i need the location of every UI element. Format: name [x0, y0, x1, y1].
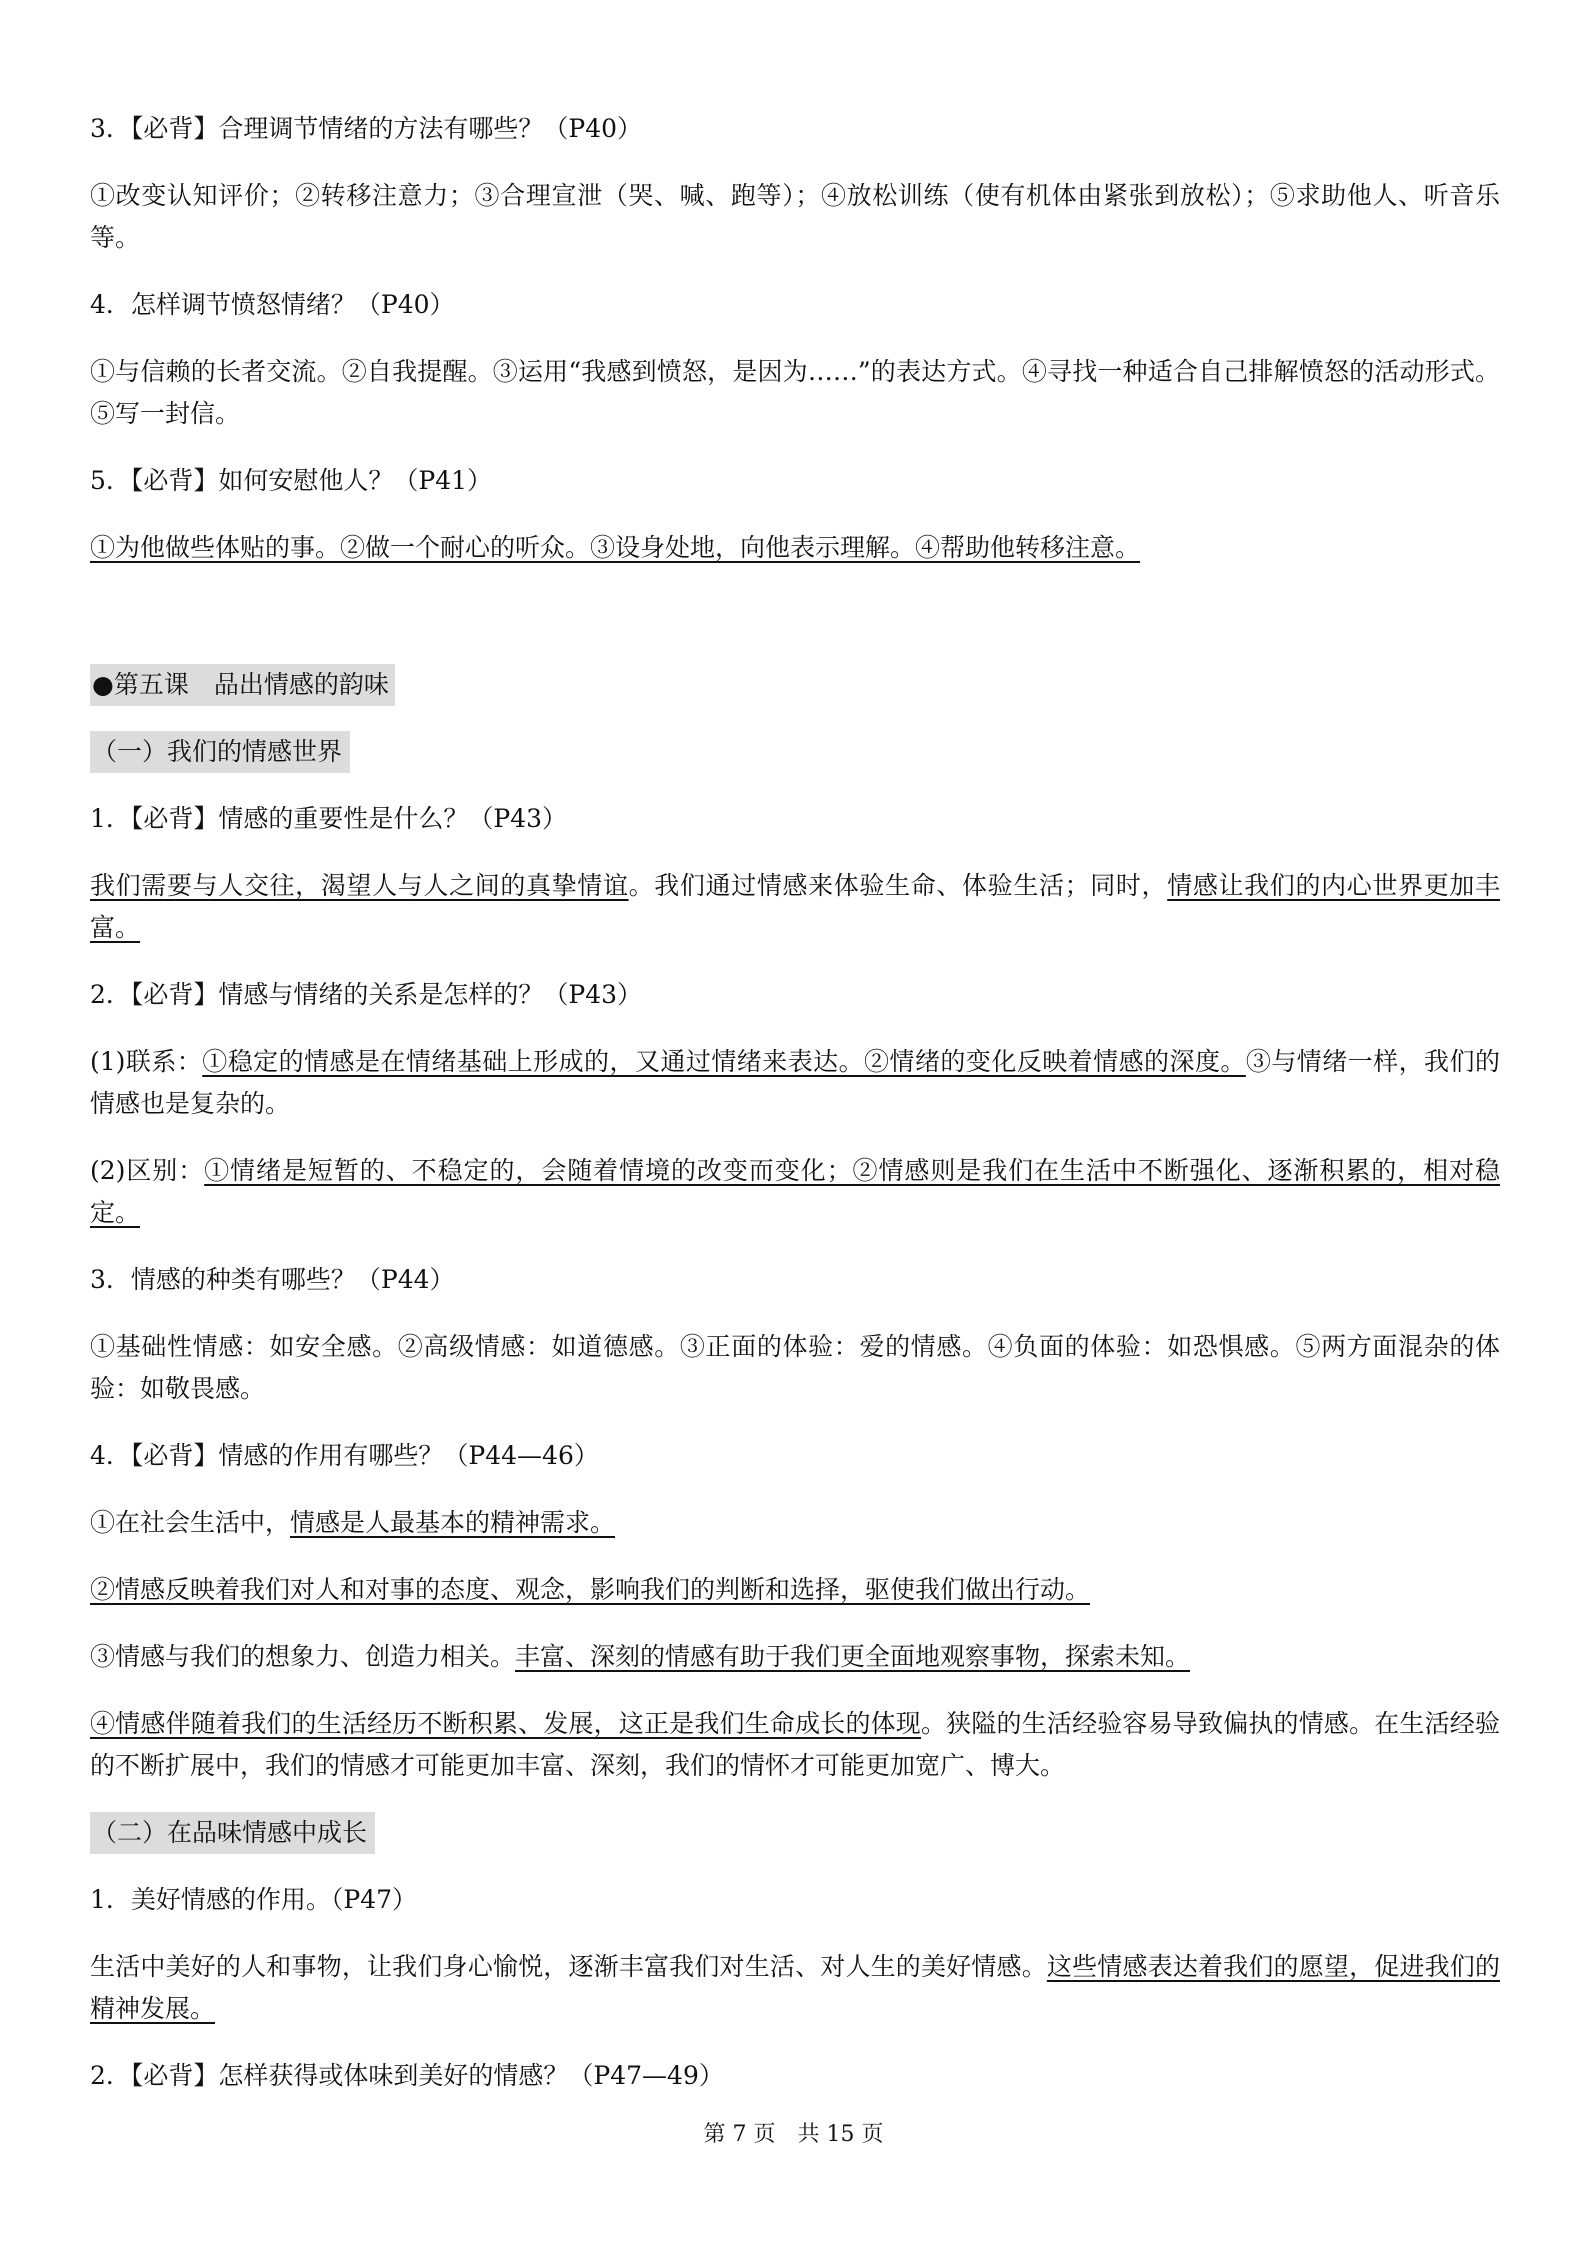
- underlined-text: 情感是人最基本的精神需求。: [290, 1508, 616, 1537]
- question-heading: 4．【必背】情感的作用有哪些？（P44—46）: [90, 1441, 599, 1470]
- question-heading: 2．【必背】情感与情绪的关系是怎样的？（P43）: [90, 980, 643, 1009]
- plain-text: 。狭隘的生活经验容易导致偏执的情感。在生活经验的不断扩展中，我们的情感才可能更加丰富、深刻，我们的情怀才可能更加宽广、博大。: [90, 1709, 1500, 1780]
- plain-text: ①在社会生活中，: [90, 1508, 291, 1537]
- answer-paragraph: [90, 1946, 1500, 2030]
- footer-prefix: 第: [703, 2122, 726, 2147]
- answer-paragraph: [90, 1636, 1500, 1678]
- answer-paragraph: ①与信赖的长者交流。②自我提醒。③运用“我感到愤怒，是因为……”的表达方式。④寻找一种适合自己排解愤怒的活动形式。⑤写一封信。: [90, 357, 1500, 428]
- chapter-title: ●第五课 品出情感的韵味: [90, 664, 395, 706]
- question-heading: 3．【必背】合理调节情绪的方法有哪些？（P40）: [90, 114, 643, 143]
- answer-paragraph: [90, 1041, 1500, 1125]
- plain-text: ③与情绪一样，我们的情感也是复杂的。: [90, 1047, 1500, 1118]
- question-heading: 3．情感的种类有哪些？（P44）: [90, 1265, 455, 1294]
- section-heading-row: [90, 731, 1500, 773]
- answer-paragraph: [90, 527, 1500, 569]
- page-footer: [0, 2118, 1587, 2152]
- underlined-text: ①情绪是短暂的、不稳定的，会随着情境的改变而变化；②情感则是我们在生活中不断强化、逐渐积累的，相对稳定。: [90, 1156, 1500, 1227]
- footer-middle: 页 共: [753, 2122, 820, 2147]
- footer-suffix: 页: [861, 2122, 884, 2147]
- underlined-text: 这些情感表达着我们的愿望，促进我们的精神发展。: [90, 1952, 1500, 2023]
- question-heading: 1．美好情感的作用。（P47）: [90, 1885, 418, 1914]
- question-heading: 2．【必背】怎样获得或体味到美好的情感？（P47—49）: [90, 2061, 724, 2090]
- plain-text: 。我们通过情感来体验生命、体验生活；同时，: [628, 871, 1168, 900]
- underlined-text: 情感让我们的内心世界更加丰富。: [90, 871, 1500, 942]
- underlined-text: 我们需要与人交往，渴望人与人之间的真挚情谊: [90, 871, 629, 900]
- answer-paragraph: [90, 1569, 1500, 1611]
- underlined-text: 丰富、深刻的情感有助于我们更全面地观察事物，探索未知。: [515, 1642, 1191, 1671]
- question-heading: 4．怎样调节愤怒情绪？（P40）: [90, 290, 455, 319]
- chapter-heading-row: [90, 664, 1500, 706]
- underlined-text: ②情感反映着我们对人和对事的态度、观念，影响我们的判断和选择，驱使我们做出行动。: [90, 1575, 1091, 1604]
- underlined-text: ①稳定的情感是在情绪基础上形成的，又通过情绪来表达。②情绪的变化反映着情感的深度。: [202, 1047, 1246, 1076]
- answer-paragraph: ①改变认知评价；②转移注意力；③合理宣泄（哭、喊、跑等）；④放松训练（使有机体由紧张到放松）；⑤求助他人、听音乐等。: [90, 181, 1500, 252]
- answer-paragraph: [90, 865, 1500, 949]
- label-text: (2)区别：: [90, 1156, 205, 1185]
- section-title: （二）在品味情感中成长: [90, 1812, 375, 1854]
- answer-paragraph: [90, 1502, 1500, 1544]
- underlined-text: ④情感伴随着我们的生活经历不断积累、发展，这正是我们生命成长的体现: [90, 1709, 921, 1738]
- section-heading-row: [90, 1812, 1500, 1854]
- underlined-text: ①为他做些体贴的事。②做一个耐心的听众。③设身处地，向他表示理解。④帮助他转移注意。: [90, 533, 1141, 562]
- label-text: (1)联系：: [90, 1047, 203, 1076]
- question-heading: 5．【必背】如何安慰他人？（P41）: [90, 466, 493, 495]
- document-page: [90, 108, 1500, 2122]
- answer-paragraph: [90, 1150, 1500, 1234]
- footer-total-pages: 15: [826, 2122, 855, 2147]
- footer-page-number: 7: [732, 2122, 747, 2147]
- section-title: （一）我们的情感世界: [90, 731, 350, 773]
- question-heading: 1．【必背】情感的重要性是什么？（P43）: [90, 804, 568, 833]
- answer-paragraph: [90, 1703, 1500, 1787]
- plain-text: ③情感与我们的想象力、创造力相关。: [90, 1642, 516, 1671]
- plain-text: 生活中美好的人和事物，让我们身心愉悦，逐渐丰富我们对生活、对人生的美好情感。: [90, 1952, 1047, 1981]
- answer-paragraph: ①基础性情感：如安全感。②高级情感：如道德感。③正面的体验：爱的情感。④负面的体验：如恐惧感。⑤两方面混杂的体验：如敬畏感。: [90, 1332, 1500, 1403]
